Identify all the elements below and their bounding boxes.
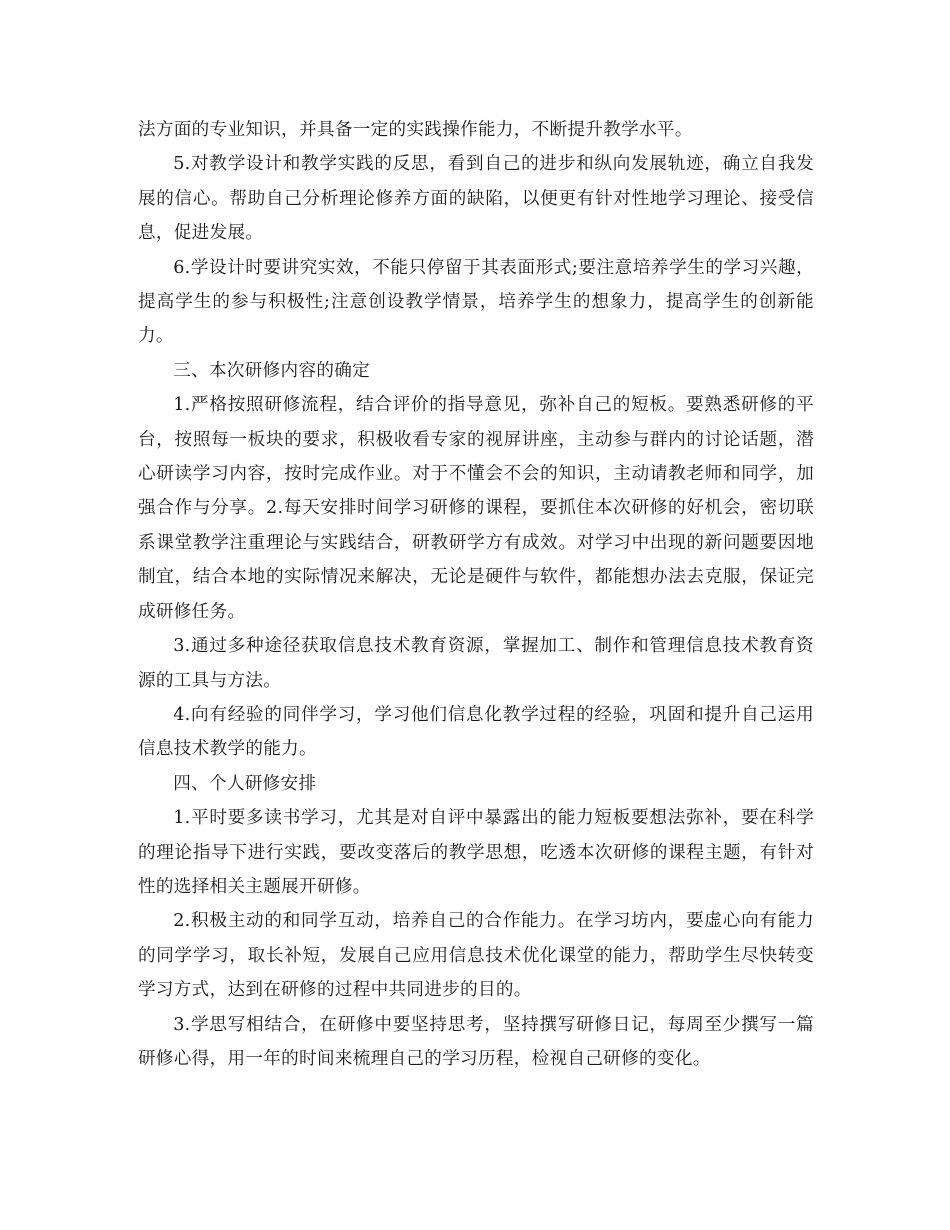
section-heading-3: 三、本次研修内容的确定 <box>173 360 371 381</box>
paragraph-content-1-2: 1.严格按照研修流程，结合评价的指导意见，弥补自己的短板。要熟悉研修的平台，按照每一板块的要求，积极收看专家的视屏讲座，主动参与群内的讨论话题，潜心研读学习内容，按时完成作业。对于不懂会不会的知识，主动请教老师和同学，加强合作与分享。2.每天安排时间学习研修的课程，要抓住本次研修的好机会，密切联系课堂教学注重理论与实践结合，研教研学方有成效。对学习中出现的新问题要因地制宜，结合本地的实际情况来解决，无论是硬件与软件，都能想办法去克服，保证完成研修任务。 <box>138 395 814 622</box>
paragraph-content-3: 3.通过多种途径获取信息技术教育资源，掌握加工、制作和管理信息技术教育资源的工具与方法。 <box>138 636 814 691</box>
paragraph-content-4: 4.向有经验的同伴学习，学习他们信息化教学过程的经验，巩固和提升自己运用信息技术教学的能力。 <box>138 704 814 760</box>
paragraph-item-6: 6.学设计时要讲究实效，不能只停留于其表面形式;要注意培养学生的学习兴趣，提高学生的参与积极性;注意创设教学情景，培养学生的想象力，提高学生的创新能力。 <box>138 257 814 347</box>
paragraph-plan-1: 1.平时要多读书学习，尤其是对自评中暴露出的能力短板要想法弥补，要在科学的理论指导下进行实践，要改变落后的教学思想，吃透本次研修的课程主题，有针对性的选择相关主题展开研修。 <box>138 808 814 897</box>
paragraph-plan-3: 3.学思写相结合，在研修中要坚持思考，坚持撰写研修日记，每周至少撰写一篇研修心得，用一年的时间来梳理自己的学习历程，检视自己研修的变化。 <box>138 1014 814 1069</box>
paragraph-continuation: 法方面的专业知识，并具备一定的实践操作能力，不断提升教学水平。 <box>138 120 693 140</box>
document-body <box>138 113 814 1076</box>
section-heading-4: 四、个人研修安排 <box>173 773 317 794</box>
paragraph-plan-2: 2.积极主动的和同学互动，培养自己的合作能力。在学习坊内，要虚心向有能力的同学学习，取长补短，发展自己应用信息技术优化课堂的能力，帮助学生尽快转变学习方式，达到在研修的过程中共同进步的目的。 <box>138 911 814 1001</box>
paragraph-item-5: 5.对教学设计和教学实践的反思，看到自己的进步和纵向发展轨迹，确立自我发展的信心。帮助自己分析理论修养方面的缺陷，以便更有针对性地学习理论、接受信息，促进发展。 <box>138 154 814 244</box>
